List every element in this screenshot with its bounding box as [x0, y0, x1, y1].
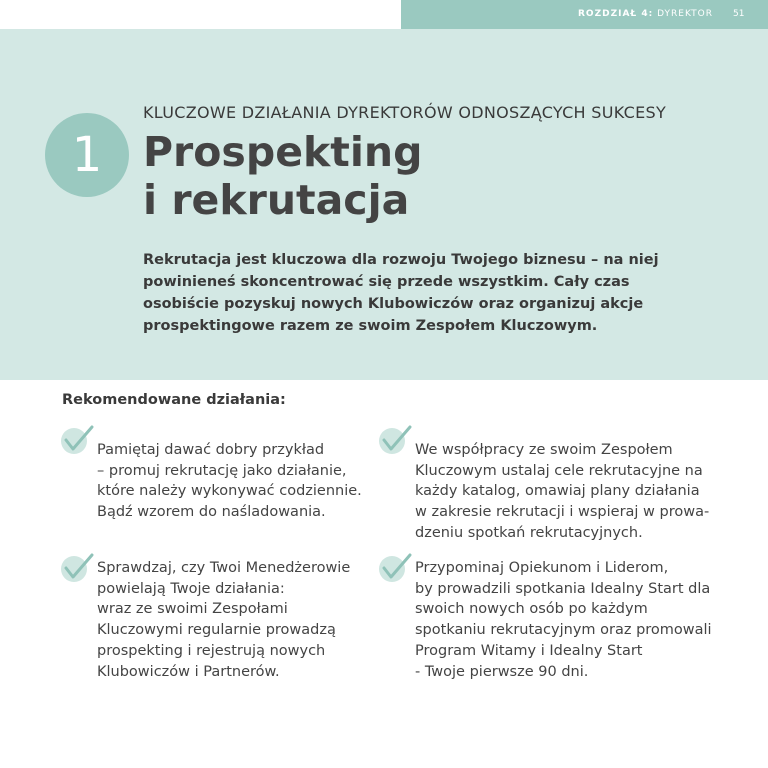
chapter-label-name: DYREKTOR — [657, 9, 713, 19]
page-title — [143, 128, 422, 224]
recommendation-text: Sprawdzaj, czy Twoi Menedżerowie powielają Twoje działania: wraz ze swoimi Zespołami Kluczowymi regularnie prowadzą prospekting i rejestrują nowych Klubowiczów i Partnerów. — [97, 560, 351, 680]
section-kicker: KLUCZOWE DZIAŁANIA DYREKTORÓW ODNOSZĄCYCH SUKCESY — [143, 103, 667, 122]
checkmark-icon — [60, 552, 96, 584]
section-number-badge: 1 — [45, 113, 129, 197]
top-white-strip — [0, 0, 401, 29]
checkmark-icon — [378, 424, 414, 456]
recommendation-text: Przypominaj Opiekunom i Liderom, by prowadzili spotkania Idealny Start dla swoich nowych osób po każdym spotkaniu rekrutacyjnym oraz promowali Program Witamy i Idealny Start - Twoje pierwsze 90 dni. — [415, 560, 712, 680]
recommendations-title: Rekomendowane działania: — [62, 392, 286, 408]
checkmark-icon — [60, 424, 96, 456]
chapter-label-prefix: ROZDZIAŁ 4: — [578, 9, 654, 19]
intro-paragraph: Rekrutacja jest kluczowa dla rozwoju Twojego biznesu – na niej powinieneś skoncentrować się przede wszystkim. Cały czas osobiście pozyskuj nowych Klubowiczów oraz organizuj akcje prospektingowe razem ze swoim Zespołem Kluczowym. — [143, 252, 659, 334]
checkmark-icon — [378, 552, 414, 584]
chapter-label — [578, 9, 713, 19]
title-line-2: i rekrutacja — [143, 176, 410, 224]
page-number: 51 — [733, 9, 745, 19]
recommendation-text: Pamiętaj dawać dobry przykład – promuj rekrutację jako działanie, które należy wykonywać codziennie. Bądź wzorem do naśladowania. — [97, 442, 362, 521]
title-line-1: Prospekting — [143, 128, 423, 176]
recommendation-text: We współpracy ze swoim Zespołem Kluczowym ustalaj cele rekrutacyjne na każdy katalog, omawiaj plany działania w zakresie rekrutacji i wspieraj w prowa- dzeniu spotkań rekrutacyjnych. — [415, 442, 710, 541]
